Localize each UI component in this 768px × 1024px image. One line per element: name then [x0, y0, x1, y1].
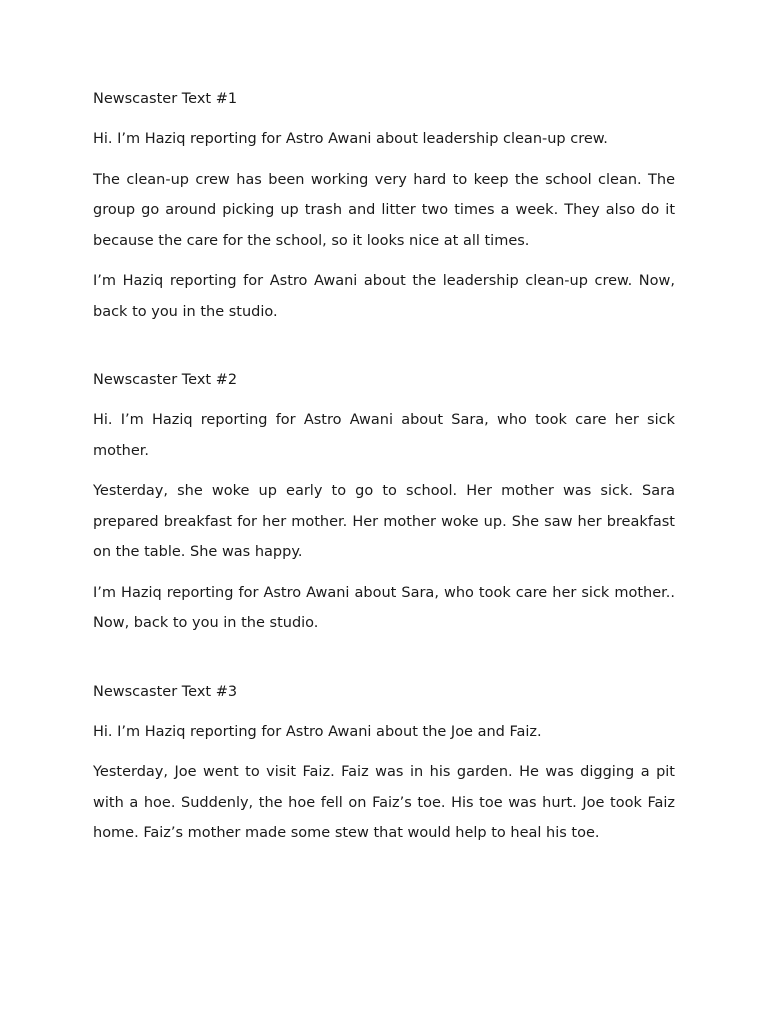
newscaster-text-section: [93, 677, 675, 849]
paragraph: I’m Haziq reporting for Astro Awani about Sara, who took care her sick mother.. Now, back to you in the studio.: [93, 584, 675, 631]
section-heading: Newscaster Text #1: [93, 91, 238, 107]
newscaster-text-section: [93, 84, 675, 327]
newscaster-text-section: [93, 365, 675, 639]
paragraph: Hi. I’m Haziq reporting for Astro Awani about the Joe and Faiz.: [93, 723, 542, 740]
paragraph: Yesterday, Joe went to visit Faiz. Faiz was in his garden. He was digging a pit with a hoe. Suddenly, the hoe fell on Faiz’s toe. His toe was hurt. Joe took Faiz home. Faiz’s mother made some stew that would help to heal his toe.: [93, 764, 675, 841]
section-heading: Newscaster Text #2: [93, 372, 238, 388]
document-body: [93, 84, 675, 859]
section-heading: Newscaster Text #3: [93, 683, 238, 700]
paragraph: Hi. I’m Haziq reporting for Astro Awani about Sara, who took care her sick mother.: [93, 412, 675, 459]
paragraph: The clean-up crew has been working very hard to keep the school clean. The group go around picking up trash and litter two times a week. They also do it because the care for the school, so it looks nice at all times.: [93, 171, 675, 249]
paragraph: I’m Haziq reporting for Astro Awani about the leadership clean-up crew. Now, back to you in the studio.: [93, 273, 675, 320]
paragraph: Hi. I’m Haziq reporting for Astro Awani about leadership clean-up crew.: [93, 131, 608, 147]
paragraph: Yesterday, she woke up early to go to school. Her mother was sick. Sara prepared breakfast for her mother. Her mother woke up. She saw her breakfast on the table. She was happy.: [93, 483, 675, 560]
